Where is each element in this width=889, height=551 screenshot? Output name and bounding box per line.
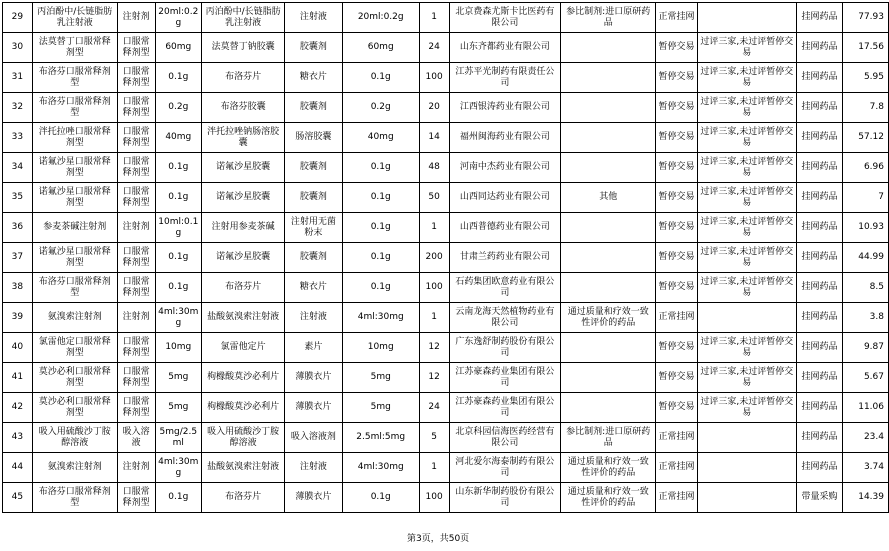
dosage-category-cell: 口服常释剂型 — [117, 243, 155, 273]
price-cell: 44.99 — [843, 243, 889, 273]
table-row — [3, 33, 889, 63]
row-index-cell: 38 — [3, 273, 33, 303]
listing-type-cell: 挂网药品 — [796, 123, 843, 153]
price-cell: 23.4 — [843, 423, 889, 453]
table-row — [3, 483, 889, 513]
trade-status-cell: 暂停交易 — [656, 93, 698, 123]
dosage-category-cell: 注射剂 — [117, 303, 155, 333]
product-name-cell: 丙泊酚中/长链脂肪乳注射液 — [202, 3, 285, 33]
table-row — [3, 183, 889, 213]
dosage-category-cell: 注射剂 — [117, 213, 155, 243]
generic-name-cell: 诺氟沙星口服常释剂型 — [32, 153, 117, 183]
price-cell: 9.87 — [843, 333, 889, 363]
table-row — [3, 123, 889, 153]
pack-quantity-cell: 20 — [419, 93, 449, 123]
product-name-cell: 诺氟沙星胶囊 — [202, 153, 285, 183]
listing-type-cell: 挂网药品 — [796, 243, 843, 273]
dosage-category-cell: 口服常释剂型 — [117, 393, 155, 423]
trade-status-cell: 暂停交易 — [656, 213, 698, 243]
price-cell: 6.96 — [843, 153, 889, 183]
trade-status-cell: 暂停交易 — [656, 273, 698, 303]
generic-name-cell: 丙泊酚中/长链脂肪乳注射液 — [32, 3, 117, 33]
quality-level-cell — [561, 93, 656, 123]
product-name-cell: 诺氟沙星胶囊 — [202, 243, 285, 273]
spec-cell: 10ml:0.1g — [155, 213, 202, 243]
pack-quantity-cell: 1 — [419, 453, 449, 483]
pack-quantity-cell: 1 — [419, 303, 449, 333]
dosage-form-cell: 薄膜衣片 — [285, 363, 342, 393]
spec-cell: 10mg — [155, 333, 202, 363]
package-spec-cell: 2.5ml:5mg — [342, 423, 419, 453]
dosage-category-cell: 口服常释剂型 — [117, 63, 155, 93]
generic-name-cell: 莫沙必利口服常释剂型 — [32, 363, 117, 393]
dosage-category-cell: 口服常释剂型 — [117, 363, 155, 393]
drug-table — [2, 2, 889, 513]
trade-status-cell: 正常挂网 — [656, 453, 698, 483]
price-cell: 14.39 — [843, 483, 889, 513]
generic-name-cell: 吸入用硫酸沙丁胺醇溶液 — [32, 423, 117, 453]
trade-status-cell: 暂停交易 — [656, 393, 698, 423]
spec-cell: 4ml:30mg — [155, 453, 202, 483]
table-row — [3, 393, 889, 423]
row-index-cell: 39 — [3, 303, 33, 333]
product-name-cell: 泮托拉唑钠肠溶胶囊 — [202, 123, 285, 153]
spec-cell: 5mg — [155, 363, 202, 393]
dosage-form-cell: 吸入溶液剂 — [285, 423, 342, 453]
quality-level-cell — [561, 33, 656, 63]
trade-status-cell: 暂停交易 — [656, 333, 698, 363]
trade-status-cell: 暂停交易 — [656, 123, 698, 153]
quality-level-cell: 参比制剂:进口原研药品 — [561, 3, 656, 33]
pack-quantity-cell: 5 — [419, 423, 449, 453]
trade-status-cell: 暂停交易 — [656, 63, 698, 93]
quality-level-cell: 通过质量和疗效一致性评价的药品 — [561, 483, 656, 513]
generic-name-cell: 布洛芬口服常释剂型 — [32, 483, 117, 513]
generic-name-cell: 诺氟沙星口服常释剂型 — [32, 183, 117, 213]
row-index-cell: 33 — [3, 123, 33, 153]
package-spec-cell: 4ml:30mg — [342, 303, 419, 333]
row-index-cell: 36 — [3, 213, 33, 243]
spec-cell: 4ml:30mg — [155, 303, 202, 333]
remark-cell: 过评三家,未过评暂停交易 — [697, 63, 796, 93]
pack-quantity-cell: 50 — [419, 183, 449, 213]
listing-type-cell: 挂网药品 — [796, 63, 843, 93]
listing-type-cell: 挂网药品 — [796, 333, 843, 363]
row-index-cell: 42 — [3, 393, 33, 423]
spec-cell: 0.1g — [155, 273, 202, 303]
generic-name-cell: 泮托拉唑口服常释剂型 — [32, 123, 117, 153]
dosage-category-cell: 口服常释剂型 — [117, 483, 155, 513]
package-spec-cell: 40mg — [342, 123, 419, 153]
table-row — [3, 423, 889, 453]
table-row — [3, 363, 889, 393]
row-index-cell: 37 — [3, 243, 33, 273]
price-cell: 77.93 — [843, 3, 889, 33]
price-cell: 7 — [843, 183, 889, 213]
generic-name-cell: 氨溴索注射剂 — [32, 303, 117, 333]
package-spec-cell: 0.1g — [342, 483, 419, 513]
quality-level-cell — [561, 273, 656, 303]
remark-cell: 过评三家,未过评暂停交易 — [697, 33, 796, 63]
dosage-form-cell: 糖衣片 — [285, 63, 342, 93]
quality-level-cell — [561, 63, 656, 93]
listing-type-cell: 挂网药品 — [796, 213, 843, 243]
manufacturer-cell: 江西银涛药业有限公司 — [449, 93, 561, 123]
dosage-form-cell: 注射液 — [285, 453, 342, 483]
dosage-form-cell: 胶囊剂 — [285, 93, 342, 123]
dosage-category-cell: 口服常释剂型 — [117, 153, 155, 183]
quality-level-cell — [561, 333, 656, 363]
product-name-cell: 布洛芬片 — [202, 273, 285, 303]
product-name-cell: 诺氟沙星胶囊 — [202, 183, 285, 213]
spec-cell: 0.1g — [155, 483, 202, 513]
remark-cell — [697, 483, 796, 513]
price-cell: 5.67 — [843, 363, 889, 393]
pack-quantity-cell: 1 — [419, 3, 449, 33]
manufacturer-cell: 江苏平光制药有限责任公司 — [449, 63, 561, 93]
listing-type-cell: 挂网药品 — [796, 33, 843, 63]
product-name-cell: 吸入用硫酸沙丁胺醇溶液 — [202, 423, 285, 453]
table-row — [3, 243, 889, 273]
row-index-cell: 29 — [3, 3, 33, 33]
spec-cell: 5mg/2.5ml — [155, 423, 202, 453]
package-spec-cell: 10mg — [342, 333, 419, 363]
generic-name-cell: 法莫替丁口服常释剂型 — [32, 33, 117, 63]
quality-level-cell — [561, 153, 656, 183]
remark-cell: 过评三家,未过评暂停交易 — [697, 93, 796, 123]
remark-cell: 过评三家,未过评暂停交易 — [697, 153, 796, 183]
product-name-cell: 布洛芬胶囊 — [202, 93, 285, 123]
quality-level-cell: 其他 — [561, 183, 656, 213]
spec-cell: 20ml:0.2g — [155, 3, 202, 33]
listing-type-cell: 挂网药品 — [796, 423, 843, 453]
pack-quantity-cell: 12 — [419, 363, 449, 393]
row-index-cell: 34 — [3, 153, 33, 183]
price-cell: 8.5 — [843, 273, 889, 303]
dosage-form-cell: 注射液 — [285, 3, 342, 33]
product-name-cell: 氯雷他定片 — [202, 333, 285, 363]
generic-name-cell: 布洛芬口服常释剂型 — [32, 273, 117, 303]
dosage-form-cell: 薄膜衣片 — [285, 393, 342, 423]
pack-quantity-cell: 12 — [419, 333, 449, 363]
dosage-category-cell: 注射剂 — [117, 453, 155, 483]
row-index-cell: 30 — [3, 33, 33, 63]
manufacturer-cell: 山西同达药业有限公司 — [449, 183, 561, 213]
price-cell: 57.12 — [843, 123, 889, 153]
dosage-form-cell: 胶囊剂 — [285, 33, 342, 63]
package-spec-cell: 0.2g — [342, 93, 419, 123]
product-name-cell: 布洛芬片 — [202, 483, 285, 513]
table-row — [3, 63, 889, 93]
remark-cell: 过评三家,未过评暂停交易 — [697, 123, 796, 153]
dosage-form-cell: 注射液 — [285, 303, 342, 333]
quality-level-cell: 参比制剂:进口原研药品 — [561, 423, 656, 453]
table-row — [3, 93, 889, 123]
dosage-category-cell: 口服常释剂型 — [117, 33, 155, 63]
spec-cell: 0.2g — [155, 93, 202, 123]
remark-cell — [697, 423, 796, 453]
package-spec-cell: 5mg — [342, 393, 419, 423]
generic-name-cell: 参麦茶碱注射剂 — [32, 213, 117, 243]
listing-type-cell: 挂网药品 — [796, 3, 843, 33]
package-spec-cell: 60mg — [342, 33, 419, 63]
manufacturer-cell: 石药集团欧意药业有限公司 — [449, 273, 561, 303]
package-spec-cell: 0.1g — [342, 153, 419, 183]
package-spec-cell: 0.1g — [342, 213, 419, 243]
table-row — [3, 213, 889, 243]
remark-cell: 过评三家,未过评暂停交易 — [697, 183, 796, 213]
table-row — [3, 453, 889, 483]
product-name-cell: 布洛芬片 — [202, 63, 285, 93]
dosage-category-cell: 口服常释剂型 — [117, 273, 155, 303]
manufacturer-cell: 江苏豪森药业集团有限公司 — [449, 393, 561, 423]
price-cell: 17.56 — [843, 33, 889, 63]
table-row — [3, 153, 889, 183]
package-spec-cell: 5mg — [342, 363, 419, 393]
listing-type-cell: 挂网药品 — [796, 363, 843, 393]
dosage-category-cell: 口服常释剂型 — [117, 123, 155, 153]
listing-type-cell: 挂网药品 — [796, 93, 843, 123]
product-name-cell: 枸橼酸莫沙必利片 — [202, 363, 285, 393]
trade-status-cell: 正常挂网 — [656, 483, 698, 513]
spec-cell: 0.1g — [155, 153, 202, 183]
listing-type-cell: 带量采购 — [796, 483, 843, 513]
remark-cell — [697, 3, 796, 33]
dosage-category-cell: 注射剂 — [117, 3, 155, 33]
manufacturer-cell: 云南龙海天然植物药业有限公司 — [449, 303, 561, 333]
row-index-cell: 43 — [3, 423, 33, 453]
generic-name-cell: 布洛芬口服常释剂型 — [32, 93, 117, 123]
quality-level-cell — [561, 393, 656, 423]
dosage-form-cell: 注射用无菌粉末 — [285, 213, 342, 243]
trade-status-cell: 暂停交易 — [656, 243, 698, 273]
row-index-cell: 45 — [3, 483, 33, 513]
listing-type-cell: 挂网药品 — [796, 393, 843, 423]
trade-status-cell: 正常挂网 — [656, 423, 698, 453]
remark-cell: 过评三家,未过评暂停交易 — [697, 213, 796, 243]
price-cell: 5.95 — [843, 63, 889, 93]
page-footer: 第3页，共50页 — [405, 531, 471, 544]
listing-type-cell: 挂网药品 — [796, 153, 843, 183]
table-row — [3, 303, 889, 333]
package-spec-cell: 0.1g — [342, 273, 419, 303]
pack-quantity-cell: 200 — [419, 243, 449, 273]
table-row — [3, 333, 889, 363]
manufacturer-cell: 河南中杰药业有限公司 — [449, 153, 561, 183]
package-spec-cell: 4ml:30mg — [342, 453, 419, 483]
remark-cell: 过评三家,未过评暂停交易 — [697, 273, 796, 303]
generic-name-cell: 莫沙必利口服常释剂型 — [32, 393, 117, 423]
manufacturer-cell: 广东逸舒制药股份有限公司 — [449, 333, 561, 363]
dosage-category-cell: 口服常释剂型 — [117, 333, 155, 363]
remark-cell — [697, 453, 796, 483]
remark-cell: 过评三家,未过评暂停交易 — [697, 243, 796, 273]
pack-quantity-cell: 100 — [419, 483, 449, 513]
manufacturer-cell: 河北爱尔海泰制药有限公司 — [449, 453, 561, 483]
package-spec-cell: 0.1g — [342, 183, 419, 213]
trade-status-cell: 暂停交易 — [656, 33, 698, 63]
product-name-cell: 盐酸氨溴索注射液 — [202, 453, 285, 483]
dosage-form-cell: 肠溶胶囊 — [285, 123, 342, 153]
row-index-cell: 35 — [3, 183, 33, 213]
pack-quantity-cell: 1 — [419, 213, 449, 243]
price-cell: 3.74 — [843, 453, 889, 483]
manufacturer-cell: 山东新华制药股份有限公司 — [449, 483, 561, 513]
manufacturer-cell: 山西普德药业有限公司 — [449, 213, 561, 243]
listing-type-cell: 挂网药品 — [796, 453, 843, 483]
package-spec-cell: 20ml:0.2g — [342, 3, 419, 33]
trade-status-cell: 暂停交易 — [656, 153, 698, 183]
remark-cell: 过评三家,未过评暂停交易 — [697, 363, 796, 393]
row-index-cell: 40 — [3, 333, 33, 363]
dosage-form-cell: 胶囊剂 — [285, 153, 342, 183]
trade-status-cell: 正常挂网 — [656, 303, 698, 333]
manufacturer-cell: 北京科园信海医药经营有限公司 — [449, 423, 561, 453]
pack-quantity-cell: 48 — [419, 153, 449, 183]
generic-name-cell: 氨溴索注射剂 — [32, 453, 117, 483]
row-index-cell: 44 — [3, 453, 33, 483]
row-index-cell: 31 — [3, 63, 33, 93]
generic-name-cell: 诺氟沙星口服常释剂型 — [32, 243, 117, 273]
quality-level-cell — [561, 363, 656, 393]
listing-type-cell: 挂网药品 — [796, 273, 843, 303]
price-cell: 7.8 — [843, 93, 889, 123]
product-name-cell: 法莫替丁钠胶囊 — [202, 33, 285, 63]
remark-cell — [697, 303, 796, 333]
spec-cell: 0.1g — [155, 183, 202, 213]
price-cell: 11.06 — [843, 393, 889, 423]
manufacturer-cell: 北京费森尤斯卡比医药有限公司 — [449, 3, 561, 33]
pack-quantity-cell: 100 — [419, 273, 449, 303]
package-spec-cell: 0.1g — [342, 243, 419, 273]
listing-type-cell: 挂网药品 — [796, 303, 843, 333]
product-name-cell: 盐酸氨溴索注射液 — [202, 303, 285, 333]
listing-type-cell: 挂网药品 — [796, 183, 843, 213]
pack-quantity-cell: 100 — [419, 63, 449, 93]
product-name-cell: 注射用参麦茶碱 — [202, 213, 285, 243]
spec-cell: 5mg — [155, 393, 202, 423]
generic-name-cell: 布洛芬口服常释剂型 — [32, 63, 117, 93]
pack-quantity-cell: 14 — [419, 123, 449, 153]
table-row — [3, 3, 889, 33]
spec-cell: 60mg — [155, 33, 202, 63]
trade-status-cell: 正常挂网 — [656, 3, 698, 33]
dosage-form-cell: 胶囊剂 — [285, 243, 342, 273]
manufacturer-cell: 山东齐都药业有限公司 — [449, 33, 561, 63]
quality-level-cell — [561, 243, 656, 273]
dosage-form-cell: 素片 — [285, 333, 342, 363]
dosage-form-cell: 胶囊剂 — [285, 183, 342, 213]
pack-quantity-cell: 24 — [419, 33, 449, 63]
generic-name-cell: 氯雷他定口服常释剂型 — [32, 333, 117, 363]
dosage-form-cell: 薄膜衣片 — [285, 483, 342, 513]
price-cell: 10.93 — [843, 213, 889, 243]
product-name-cell: 枸橼酸莫沙必利片 — [202, 393, 285, 423]
dosage-form-cell: 糖衣片 — [285, 273, 342, 303]
package-spec-cell: 0.1g — [342, 63, 419, 93]
quality-level-cell — [561, 123, 656, 153]
price-cell: 3.8 — [843, 303, 889, 333]
quality-level-cell: 通过质量和疗效一致性评价的药品 — [561, 303, 656, 333]
remark-cell: 过评三家,未过评暂停交易 — [697, 393, 796, 423]
trade-status-cell: 暂停交易 — [656, 363, 698, 393]
quality-level-cell: 通过质量和疗效一致性评价的药品 — [561, 453, 656, 483]
row-index-cell: 41 — [3, 363, 33, 393]
spec-cell: 40mg — [155, 123, 202, 153]
dosage-category-cell: 口服常释剂型 — [117, 183, 155, 213]
dosage-category-cell: 口服常释剂型 — [117, 93, 155, 123]
quality-level-cell — [561, 213, 656, 243]
table-row — [3, 273, 889, 303]
pack-quantity-cell: 24 — [419, 393, 449, 423]
spec-cell: 0.1g — [155, 63, 202, 93]
manufacturer-cell: 江苏豪森药业集团有限公司 — [449, 363, 561, 393]
row-index-cell: 32 — [3, 93, 33, 123]
dosage-category-cell: 吸入溶液 — [117, 423, 155, 453]
manufacturer-cell: 福州闽海药业有限公司 — [449, 123, 561, 153]
manufacturer-cell: 甘肃兰药药业有限公司 — [449, 243, 561, 273]
trade-status-cell: 暂停交易 — [656, 183, 698, 213]
spec-cell: 0.1g — [155, 243, 202, 273]
remark-cell: 过评三家,未过评暂停交易 — [697, 333, 796, 363]
